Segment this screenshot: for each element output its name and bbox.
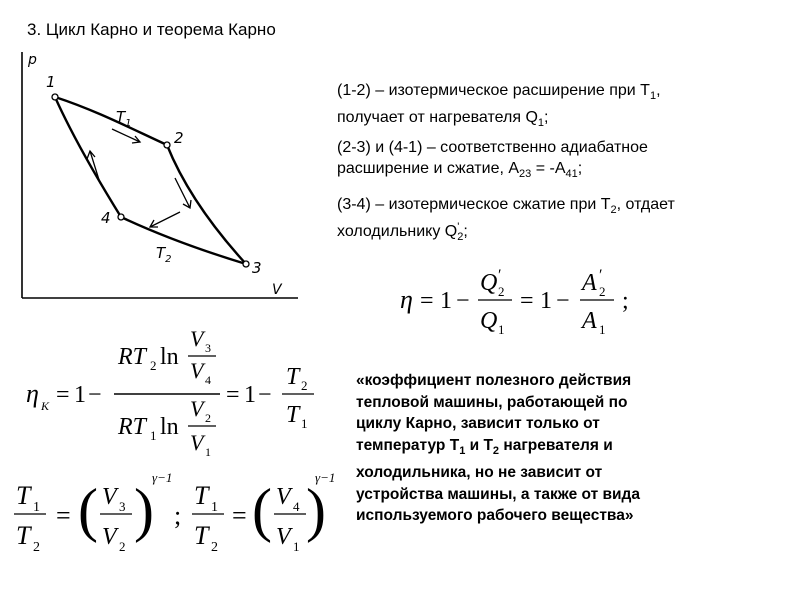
svg-text:−: −	[258, 382, 272, 408]
svg-text:V: V	[276, 484, 291, 510]
svg-text:): )	[134, 477, 154, 543]
t2-label: $T_2$	[156, 244, 172, 265]
isotherm-1-2	[55, 97, 167, 145]
svg-text:1: 1	[301, 416, 308, 431]
svg-text:2: 2	[599, 284, 606, 299]
svg-text:RT: RT	[118, 414, 147, 440]
svg-text:2: 2	[33, 540, 40, 555]
svg-text:=: =	[232, 501, 247, 530]
description-1-2: (1-2) – изотермическое расширение при $T_1$, получает от нагревателя $Q_1$;	[337, 82, 661, 130]
point-2-label: 2	[174, 129, 184, 147]
svg-text:2: 2	[150, 358, 157, 373]
point-3-label: 3	[252, 259, 262, 277]
svg-text:2: 2	[498, 284, 505, 299]
svg-text:Q: Q	[480, 270, 498, 296]
svg-text:;: ;	[174, 501, 182, 530]
svg-text:1: 1	[498, 322, 505, 337]
svg-text:T: T	[16, 481, 31, 510]
svg-text:1: 1	[440, 288, 452, 314]
svg-text:3: 3	[119, 499, 126, 514]
svg-text:4: 4	[293, 499, 300, 514]
svg-text:2: 2	[205, 411, 211, 425]
isotherm-3-4	[121, 217, 246, 264]
svg-text:=: =	[520, 288, 534, 314]
svg-text:γ−1: γ−1	[152, 470, 173, 485]
svg-text:V: V	[190, 326, 204, 351]
svg-text:Q: Q	[480, 308, 498, 334]
svg-text:1: 1	[150, 428, 157, 443]
carnot-theorem-quote: «коэффициент полезного действия тепловой машины, работающей по циклу Карно, зависит только от температур $T_1$ и $T_2$ нагревателя и холодильника, но не зависит от устройства машины, а также от вида используемого рабочего вещества»	[356, 372, 641, 525]
point-1-label: 1	[46, 73, 56, 91]
arrow-2-3	[175, 178, 191, 208]
adiabatic-relations-formula	[10, 468, 340, 568]
svg-text:V: V	[102, 484, 117, 510]
p-axis-label: p	[28, 52, 37, 68]
arrow-3-4	[150, 212, 180, 227]
carnot-efficiency-formula	[18, 322, 348, 472]
svg-text:η: η	[400, 285, 413, 314]
svg-text:К: К	[41, 399, 49, 413]
svg-text:2: 2	[301, 378, 308, 393]
svg-text:T: T	[16, 521, 31, 550]
svg-text:η: η	[26, 379, 39, 408]
svg-text:1: 1	[599, 322, 606, 337]
svg-text:1: 1	[244, 382, 256, 408]
svg-text:2: 2	[119, 539, 126, 554]
svg-text:=: =	[226, 382, 240, 408]
point-4	[118, 214, 124, 220]
svg-text:V: V	[190, 358, 204, 383]
adiabat-2-3	[167, 145, 246, 264]
page-title: 3. Цикл Карно и теорема Карно	[27, 20, 276, 39]
pv-diagram	[0, 0, 330, 310]
description-adiabatic: (2-3) и (4-1) – соответственно адиабатное расширение и сжатие, $А_{23} = -А_{41}$;	[337, 139, 648, 181]
svg-text:−: −	[88, 382, 102, 408]
v-axis-label: V	[272, 282, 282, 298]
svg-text:1: 1	[74, 382, 86, 408]
svg-text:2: 2	[211, 540, 218, 555]
description-3-4: (3-4) – изотермическое сжатие при $T_2$, отдает холодильнику Q ' $_2$;	[337, 196, 675, 244]
svg-text:=: =	[56, 382, 70, 408]
efficiency-formula	[390, 262, 650, 342]
svg-text:ln: ln	[160, 344, 179, 370]
svg-text:=: =	[420, 288, 434, 314]
svg-text:V: V	[276, 524, 291, 550]
svg-text:): )	[306, 477, 326, 543]
svg-text:(: (	[252, 477, 272, 543]
svg-text:1: 1	[293, 539, 300, 554]
svg-text:;: ;	[622, 288, 629, 314]
t1-label: $T_1$	[116, 108, 132, 129]
svg-text:4: 4	[205, 373, 211, 387]
svg-text:′: ′	[498, 267, 502, 284]
svg-text:A: A	[582, 270, 597, 296]
svg-text:1: 1	[540, 288, 552, 314]
svg-text:1: 1	[211, 500, 218, 515]
svg-text:−: −	[456, 288, 470, 314]
svg-text:A: A	[582, 308, 597, 334]
point-2	[164, 142, 170, 148]
point-3	[243, 261, 249, 267]
svg-text:V: V	[102, 524, 117, 550]
svg-text:=: =	[56, 501, 71, 530]
svg-text:T: T	[286, 402, 300, 428]
arrow-4-1	[87, 151, 100, 183]
svg-text:ln: ln	[160, 414, 179, 440]
svg-text:T: T	[194, 481, 209, 510]
svg-text:V: V	[190, 396, 204, 421]
svg-text:T: T	[286, 364, 300, 390]
svg-text:−: −	[556, 288, 570, 314]
svg-text:1: 1	[205, 445, 211, 459]
svg-text:V: V	[190, 430, 204, 455]
svg-text:3: 3	[205, 341, 211, 355]
svg-text:T: T	[194, 521, 209, 550]
svg-text:1: 1	[33, 500, 40, 515]
svg-text:γ−1: γ−1	[315, 470, 336, 485]
point-1	[52, 94, 58, 100]
svg-text:′: ′	[599, 267, 603, 284]
point-4-label: 4	[101, 209, 111, 227]
svg-text:(: (	[78, 477, 98, 543]
svg-text:RT: RT	[118, 344, 147, 370]
